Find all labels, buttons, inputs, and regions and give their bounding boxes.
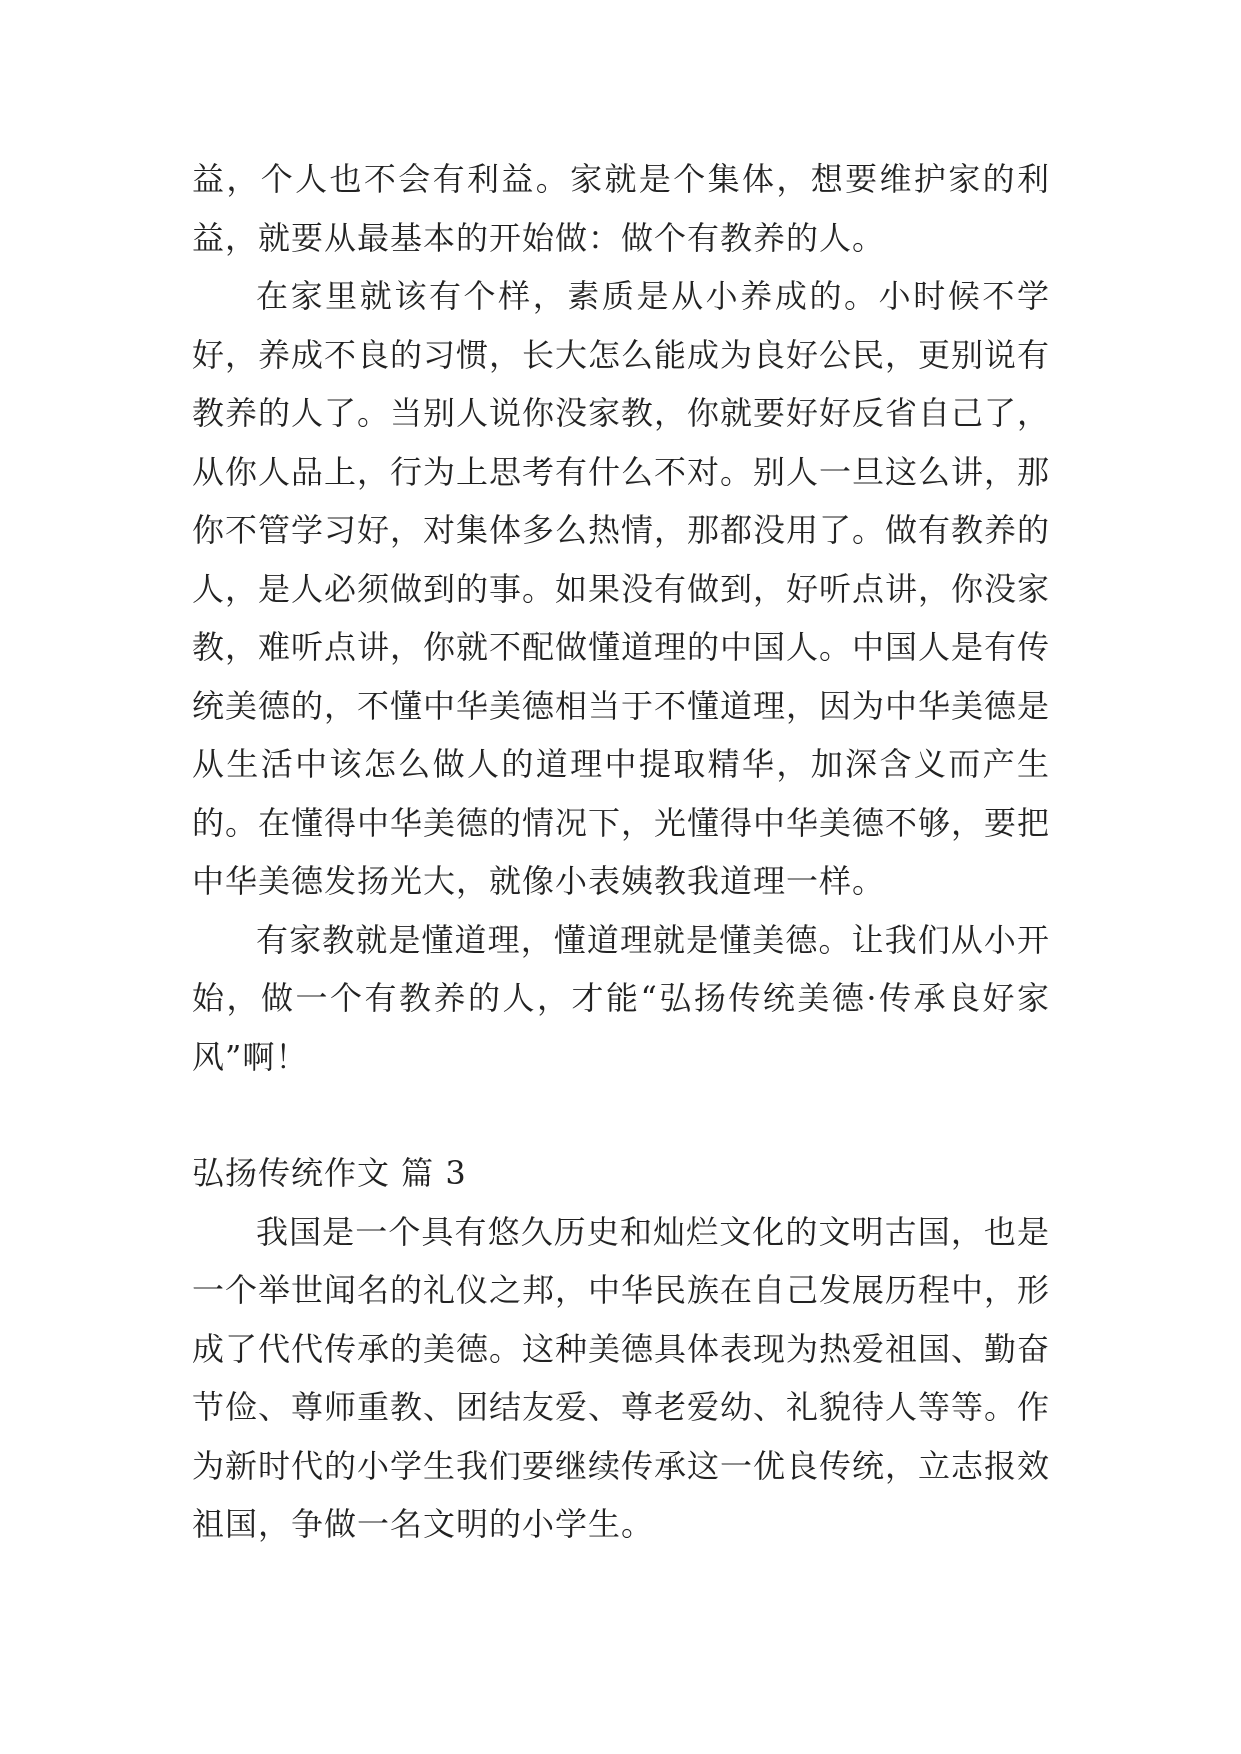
paragraph-upbringing: 在家里就该有个样，素质是从小养成的。小时候不学好，养成不良的习惯，长大怎么能成为良好公民，更别说有教养的人了。当别人说你没家教，你就要好好反省自己了，从你人品上，行为上思考有什么不对。别人一旦这么讲，那你不管学习好，对集体多么热情，那都没用了。做有教养的人，是人必须做到的事。如果没有做到，好听点讲，你没家教，难听点讲，你就不配做懂道理的中国人。中国人是有传统美德的，不懂中华美德相当于不懂道理，因为中华美德是从生活中该怎么做人的道理中提取精华，加深含义而产生的。在懂得中华美德的情况下，光懂得中华美德不够，要把中华美德发扬光大，就像小表姨教我道理一样。	[192, 277, 1051, 900]
paragraph-conclusion: 有家教就是懂道理，懂道理就是懂美德。让我们从小开始，做一个有教养的人，才能“弘扬传统美德·传承良好家风”啊！	[192, 920, 1050, 1076]
document-body	[192, 150, 1050, 1554]
paragraph-essay-3-intro: 我国是一个具有悠久历史和灿烂文化的文明古国，也是一个举世闻名的礼仪之邦，中华民族在自己发展历程中，形成了代代传承的美德。这种美德具体表现为热爱祖国、勤奋节俭、尊师重教、团结友爱、尊老爱幼、礼貌待人等等。作为新时代的小学生我们要继续传承这一优良传统，立志报效祖国，争做一名文明的小学生。	[192, 1212, 1051, 1543]
section-title: 弘扬传统作文 篇 3	[192, 1154, 467, 1192]
paragraph-continuation: 益，个人也不会有利益。家就是个集体，想要维护家的利益，就要从最基本的开始做：做个有教养的人。	[192, 160, 1050, 257]
